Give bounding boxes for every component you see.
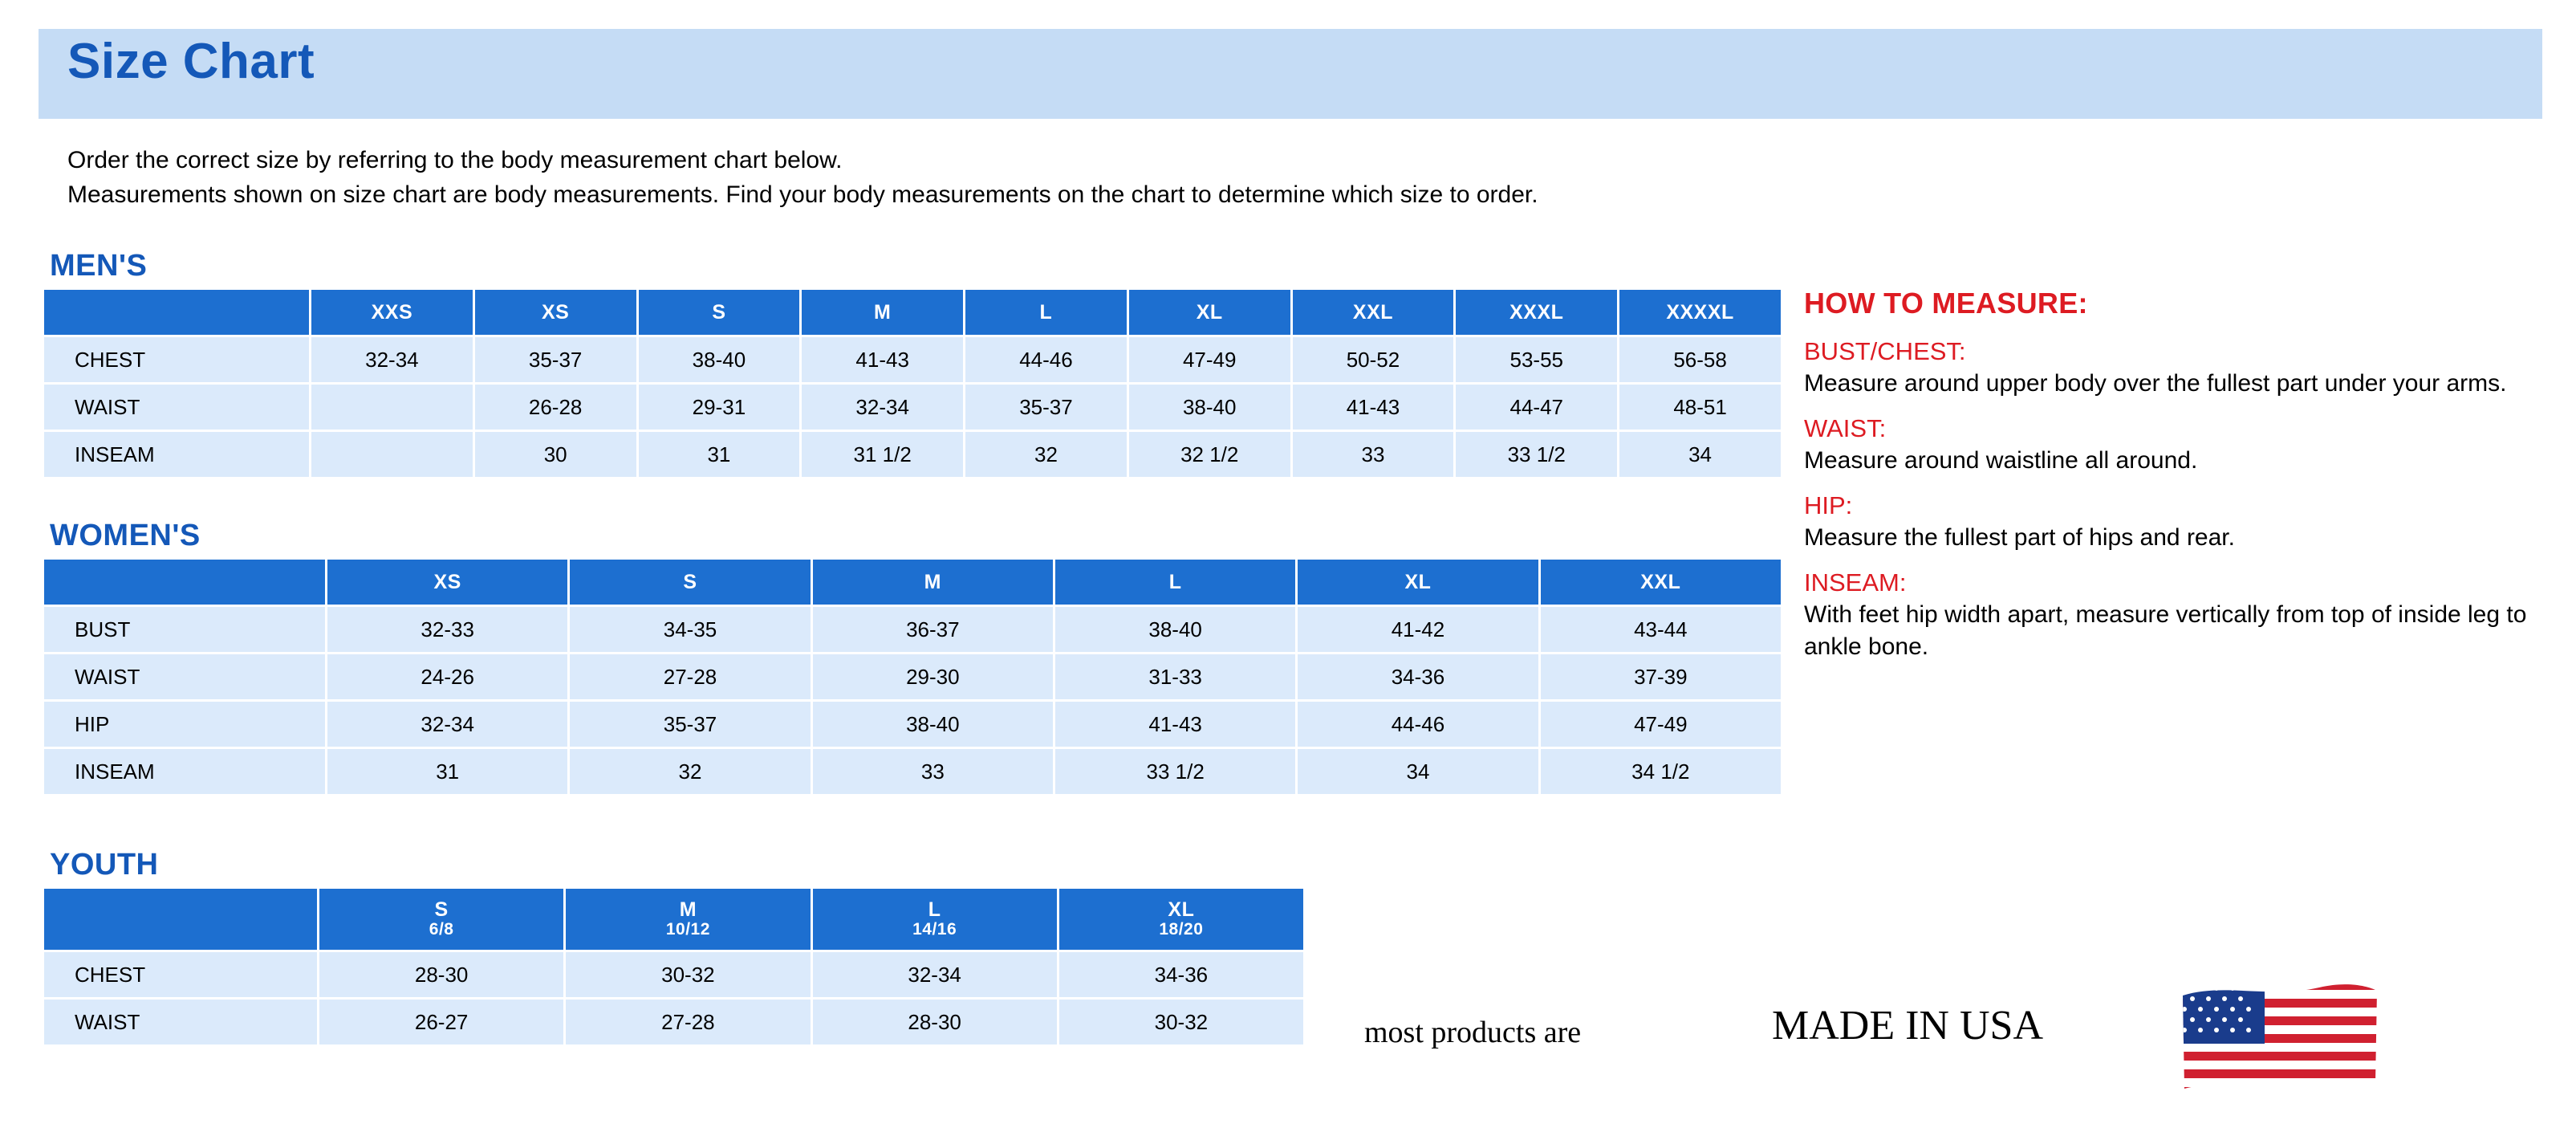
- made-in-usa-banner: [1364, 981, 2552, 1093]
- table-cell: 28-30: [319, 952, 563, 997]
- measure-term: INSEAM:: [1804, 568, 1907, 597]
- table-header-row: [44, 560, 1781, 605]
- table-row: [44, 385, 1781, 430]
- table-cell: 38-40: [639, 337, 800, 382]
- column-header: [813, 889, 1057, 950]
- row-label: HIP: [44, 702, 325, 747]
- table-cell: 41-42: [1298, 607, 1538, 652]
- table-cell: 37-39: [1541, 654, 1781, 699]
- column-header: XS: [475, 290, 636, 335]
- header-band: [39, 29, 2542, 119]
- intro-line-2: Measurements shown on size chart are body measurements. Find your body measurements on the chart to determine which size to order.: [67, 181, 1538, 208]
- measure-description: Measure the fullest part of hips and rear.: [1804, 524, 2235, 551]
- column-header: XXL: [1541, 560, 1781, 605]
- mens-size-table: [42, 287, 1783, 479]
- measure-term: WAIST:: [1804, 414, 1887, 442]
- table-cell: 33 1/2: [1055, 749, 1295, 794]
- table-header-row: [44, 290, 1781, 335]
- measure-item: [1804, 490, 2550, 554]
- section-title-womens: WOMEN'S: [50, 519, 201, 552]
- column-header: [319, 889, 563, 950]
- how-to-measure-title: HOW TO MEASURE:: [1804, 287, 2088, 320]
- column-header: L: [1055, 560, 1295, 605]
- column-header: [1059, 889, 1303, 950]
- table-cell: 30-32: [566, 952, 810, 997]
- column-header: XXL: [1293, 290, 1454, 335]
- table-cell: 33 1/2: [1456, 432, 1617, 477]
- page-title: Size Chart: [67, 34, 315, 89]
- table-cell: 38-40: [1055, 607, 1295, 652]
- table-cell: 34: [1298, 749, 1538, 794]
- measure-term: BUST/CHEST:: [1804, 337, 1966, 365]
- table-cell: 34-36: [1298, 654, 1538, 699]
- table-cell: 44-47: [1456, 385, 1617, 430]
- table-cell: 31 1/2: [802, 432, 963, 477]
- table-cell: 31: [639, 432, 800, 477]
- table-row: [44, 337, 1781, 382]
- made-in-usa-prefix: most products are: [1364, 1016, 1582, 1049]
- table-cell: 32: [570, 749, 810, 794]
- table-cell: 32-34: [802, 385, 963, 430]
- column-header-size: L: [928, 898, 941, 921]
- section-title-mens: MEN'S: [50, 249, 148, 283]
- table-cell: 29-30: [813, 654, 1053, 699]
- table-cell: 30-32: [1059, 1000, 1303, 1044]
- column-header: XXXXL: [1619, 290, 1781, 335]
- table-cell: 26-28: [475, 385, 636, 430]
- womens-size-table: [42, 557, 1783, 796]
- column-header: S: [639, 290, 800, 335]
- table-cell: 35-37: [475, 337, 636, 382]
- table-row: [44, 702, 1781, 747]
- row-label: CHEST: [44, 337, 309, 382]
- table-row: [44, 1000, 1303, 1044]
- table-cell: 24-26: [327, 654, 567, 699]
- column-header: M: [813, 560, 1053, 605]
- youth-size-table: [42, 886, 1306, 1047]
- table-cell: 35-37: [965, 385, 1127, 430]
- table-cell: 27-28: [570, 654, 810, 699]
- table-cell: 41-43: [802, 337, 963, 382]
- intro-text: [67, 143, 2523, 212]
- table-cell: 43-44: [1541, 607, 1781, 652]
- column-header: M: [802, 290, 963, 335]
- row-label: BUST: [44, 607, 325, 652]
- table-header-row: [44, 889, 1303, 950]
- table-cell: 38-40: [1129, 385, 1290, 430]
- table-cell: 41-43: [1055, 702, 1295, 747]
- usa-flag-icon: [2175, 981, 2383, 1101]
- column-header: XXS: [311, 290, 473, 335]
- table-cell: 32 1/2: [1129, 432, 1290, 477]
- table-cell: [311, 432, 473, 477]
- table-cell: 56-58: [1619, 337, 1781, 382]
- row-label: INSEAM: [44, 432, 309, 477]
- table-cell: 32-34: [311, 337, 473, 382]
- table-cell: 32: [965, 432, 1127, 477]
- table-cell: 50-52: [1293, 337, 1454, 382]
- table-cell: 33: [813, 749, 1053, 794]
- measure-item: [1804, 413, 2550, 477]
- table-corner-cell: [44, 290, 309, 335]
- column-header: L: [965, 290, 1127, 335]
- made-in-usa-emphasis: MADE IN USA: [1772, 1003, 2043, 1049]
- measure-term: HIP:: [1804, 491, 1853, 519]
- column-header: [566, 889, 810, 950]
- table-cell: 31: [327, 749, 567, 794]
- table-cell: [311, 385, 473, 430]
- table-cell: 48-51: [1619, 385, 1781, 430]
- table-cell: 36-37: [813, 607, 1053, 652]
- section-title-youth: YOUTH: [50, 848, 159, 882]
- table-cell: 47-49: [1129, 337, 1290, 382]
- table-cell: 44-46: [965, 337, 1127, 382]
- table-cell: 34: [1619, 432, 1781, 477]
- table-cell: 32-34: [813, 952, 1057, 997]
- column-header: XS: [327, 560, 567, 605]
- column-header-age: 10/12: [665, 920, 710, 939]
- table-cell: 34-36: [1059, 952, 1303, 997]
- table-cell: 29-31: [639, 385, 800, 430]
- table-cell: 27-28: [566, 1000, 810, 1044]
- column-header: XL: [1129, 290, 1290, 335]
- how-to-measure-panel: [1804, 289, 2550, 663]
- table-cell: 44-46: [1298, 702, 1538, 747]
- measure-description: With feet hip width apart, measure vertically from top of inside leg to ankle bone.: [1804, 601, 2527, 660]
- column-header-size: M: [679, 898, 697, 921]
- row-label: INSEAM: [44, 749, 325, 794]
- column-header: S: [570, 560, 810, 605]
- table-cell: 32-33: [327, 607, 567, 652]
- table-cell: 35-37: [570, 702, 810, 747]
- table-corner-cell: [44, 889, 317, 950]
- table-cell: 41-43: [1293, 385, 1454, 430]
- table-row: [44, 432, 1781, 477]
- column-header-age: 18/20: [1159, 920, 1204, 939]
- row-label: WAIST: [44, 654, 325, 699]
- table-row: [44, 607, 1781, 652]
- table-cell: 26-27: [319, 1000, 563, 1044]
- measure-item: [1804, 336, 2550, 400]
- measure-description: Measure around upper body over the fullest part under your arms.: [1804, 370, 2507, 397]
- table-row: [44, 654, 1781, 699]
- intro-line-1: Order the correct size by referring to the body measurement chart below.: [67, 147, 843, 173]
- table-cell: 38-40: [813, 702, 1053, 747]
- measure-item: [1804, 567, 2550, 663]
- column-header: XL: [1298, 560, 1538, 605]
- measure-description: Measure around waistline all around.: [1804, 447, 2198, 474]
- column-header-size: XL: [1168, 898, 1195, 921]
- table-cell: 47-49: [1541, 702, 1781, 747]
- table-cell: 33: [1293, 432, 1454, 477]
- table-cell: 32-34: [327, 702, 567, 747]
- row-label: CHEST: [44, 952, 317, 997]
- table-cell: 53-55: [1456, 337, 1617, 382]
- table-row: [44, 749, 1781, 794]
- table-row: [44, 952, 1303, 997]
- column-header-size: S: [434, 898, 449, 921]
- table-cell: 34 1/2: [1541, 749, 1781, 794]
- row-label: WAIST: [44, 385, 309, 430]
- table-cell: 31-33: [1055, 654, 1295, 699]
- column-header-age: 14/16: [912, 920, 957, 939]
- table-cell: 30: [475, 432, 636, 477]
- row-label: WAIST: [44, 1000, 317, 1044]
- table-corner-cell: [44, 560, 325, 605]
- table-cell: 34-35: [570, 607, 810, 652]
- column-header: XXXL: [1456, 290, 1617, 335]
- column-header-age: 6/8: [429, 920, 454, 939]
- table-cell: 28-30: [813, 1000, 1057, 1044]
